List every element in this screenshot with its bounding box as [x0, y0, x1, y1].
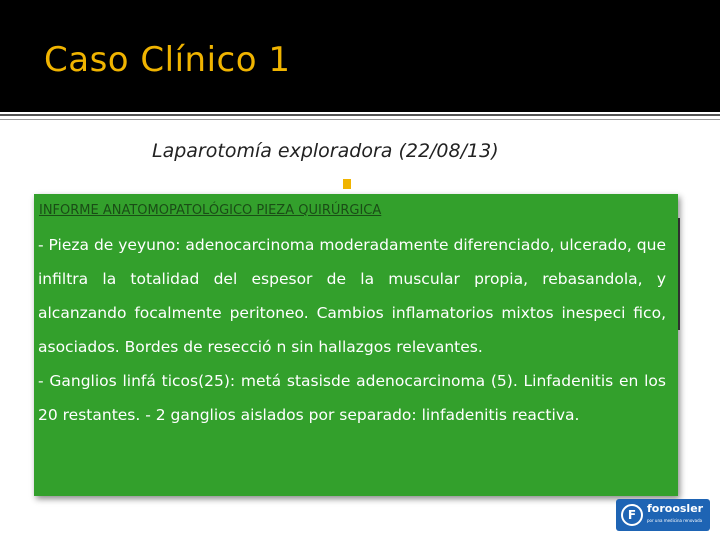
foroosler-logo-icon: F: [621, 504, 643, 526]
report-body: [38, 228, 666, 432]
divider: [0, 114, 720, 116]
report-paragraph: - Ganglios linfá ticos(25): metá stasisde adenocarcinoma (5). Linfadenitis en los 20 restantes. - 2 ganglios aislados por separado: linfadenitis reactiva.: [38, 372, 666, 424]
slide-title: Caso Clínico 1: [44, 40, 291, 80]
divider-thin: [0, 119, 720, 120]
logo-tagline: por una medicina renovada: [647, 518, 703, 523]
report-heading: INFORME ANATOMOPATOLÓGICO PIEZA QUIRÚRGICA: [39, 203, 382, 218]
slide-subtitle: Laparotomía exploradora (22/08/13): [152, 140, 499, 162]
logo-name: foroosler: [647, 502, 704, 515]
bullet-icon: [343, 179, 351, 189]
logo-text: [647, 503, 703, 527]
report-paragraph: - Pieza de yeyuno: adenocarcinoma moderadamente diferenciado, ulcerado, que infiltra la totalidad del espesor de la muscular propia, rebasandola, y alcanzando focalmente peritoneo. Cambios inflamatorios mixtos inespeci fico, asociados. Bordes de resecció n sin hallazgos relevantes.: [38, 236, 666, 356]
pathology-report-box: [34, 194, 678, 496]
foroosler-logo: [616, 499, 710, 531]
title-bar: [0, 0, 720, 112]
